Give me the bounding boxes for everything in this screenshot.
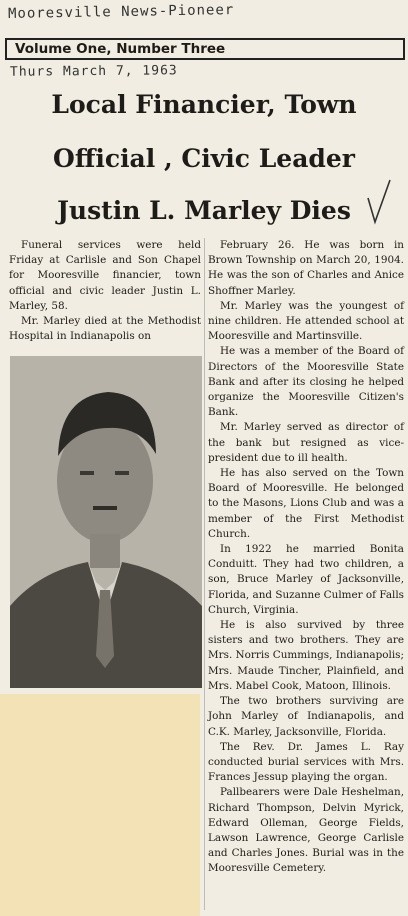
paragraph: He is also survived by three sisters and two brothers. They are Mrs. Norris Cummings, Indianapolis; Mrs. Maude Tincher, Plainfield, and Mrs. Mabel Cook, Matoon, Illinois. xyxy=(208,619,404,692)
paragraph: The two brothers surviving are John Marley of Indianapolis, and C.K. Marley, Jacksonville, Florida. xyxy=(208,695,404,738)
tape-strip xyxy=(0,694,200,916)
headline-line-2: Official , Civic Leader xyxy=(53,144,355,173)
paragraph: The Rev. Dr. James L. Ray conducted burial services with Mrs. Frances Jessup playing the organ. xyxy=(208,740,404,784)
checkmark-icon xyxy=(366,178,392,226)
paragraph: He was a member of the Board of Directors of the Mooresville State Bank and after its closing he helped organize the Mooresville Citizen's Bank. xyxy=(208,345,404,419)
paragraph: Mr. Marley died at the Methodist Hospital in Indianapolis on xyxy=(9,315,201,343)
volume-banner xyxy=(5,38,405,60)
paragraph: Mr. Marley served as director of the bank but resigned as vice-president due to ill health. xyxy=(208,421,404,464)
article-column-left xyxy=(9,238,201,344)
handwritten-masthead: Mooresville News-Pioneer xyxy=(7,2,235,22)
paragraph: He has also served on the Town Board of Mooresville. He belonged to the Masons, Lions Club and was a member of the First Methodist Church. xyxy=(208,467,404,540)
volume-banner-text: Volume One, Number Three xyxy=(15,41,226,57)
paragraph: Mr. Marley was the youngest of nine children. He attended school at Mooresville and Martinsville. xyxy=(208,299,404,343)
article-column-right xyxy=(208,238,404,877)
paragraph: In 1922 he married Bonita Conduitt. They had two children, a son, Bruce Marley of Jacksonville, Florida, and Suzanne Culmer of Falls Church, Virginia. xyxy=(208,543,405,616)
portrait-photo xyxy=(10,356,202,688)
column-divider xyxy=(204,238,205,910)
headline-line-3: Justin L. Marley Dies xyxy=(57,196,351,225)
paragraph: February 26. He was born in Brown Township on March 20, 1904. He was the son of Charles and Anice Shoffner Marley. xyxy=(208,239,404,297)
handwritten-date: Thurs March 7, 1963 xyxy=(9,63,178,80)
paragraph: Pallbearers were Dale Heshelman, Richard Thompson, Delvin Myrick, Edward Olleman, George Fields, Lawson Lawrence, George Carlisle and Charles Jones. Burial was in the Mooresville Cemetery. xyxy=(208,786,404,875)
paragraph: Funeral services were held Friday at Carlisle and Son Chapel for Mooresville financier, town official and civic leader Justin L. Marley, 58. xyxy=(9,239,201,312)
headline-line-1: Local Financier, Town xyxy=(51,90,357,119)
